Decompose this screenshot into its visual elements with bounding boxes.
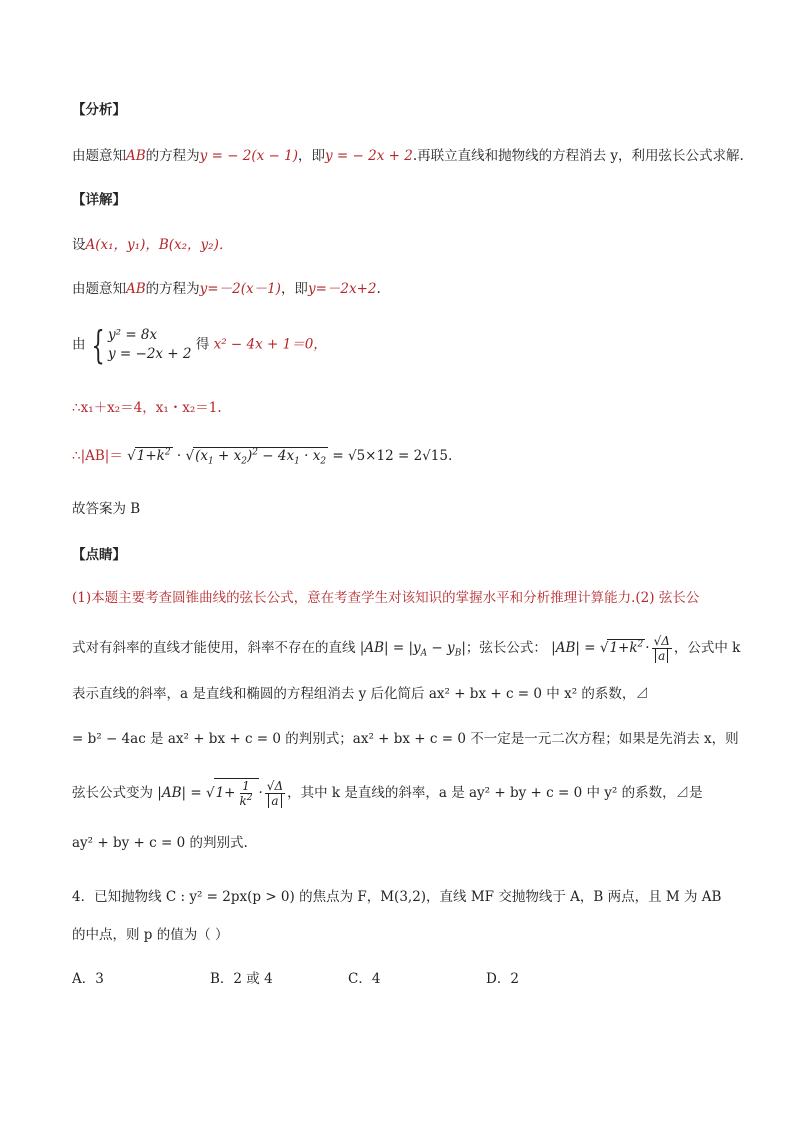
comment-paragraph-6: ay² + by + c = 0 的判别式. xyxy=(72,835,248,851)
detail-line2-d: . xyxy=(376,281,381,297)
sqrt-discriminant: $√(x_1 + x_2)^2 - 4x_1 \cdot x_2$ xyxy=(185,447,327,467)
option-a[interactable]: A．3 xyxy=(72,971,104,987)
system-eq-top: y² = 8x xyxy=(107,327,158,343)
option-d[interactable]: D．2 xyxy=(486,971,519,987)
system-get: 得 xyxy=(195,336,210,353)
analysis-ab: AB xyxy=(126,148,146,164)
detail-set-line xyxy=(72,235,232,255)
comment-paragraph-1: (1)本题主要考查圆锥曲线的弦长公式，意在考查学生对该知识的掌握水平和分析推理计算能力.(2) 弦长公 xyxy=(72,590,700,606)
detail-points: A(x₁，y₁)，B(x₂，y₂)． xyxy=(85,237,233,253)
comment-p2-d: ，公式中 k xyxy=(673,640,741,656)
analysis-text-1: 由题意知 xyxy=(72,148,126,164)
detail-line2-eq2: y=－2x+2 xyxy=(307,281,377,297)
brace-icon: { xyxy=(91,323,105,367)
comment-p5-a: 弦长公式变为 xyxy=(72,785,153,801)
detail-heading: 【详解】 xyxy=(72,192,126,208)
sqrt-1-plus-k2: $√1+k^2$ xyxy=(127,447,171,464)
detail-line2-a: 由题意知 xyxy=(72,281,126,297)
detail-line2-ab: AB xyxy=(126,281,146,297)
analysis-text-4: .再联立直线和抛物线的方程消去 y，利用弦长公式求解. xyxy=(412,148,744,164)
comment-paragraph-5 xyxy=(72,778,703,808)
comment-p2-b: $|AB| = |y_A - y_B|$ xyxy=(359,640,466,659)
comment-p2-a: 式对有斜率的直线才能使用，斜率不存在的直线 xyxy=(72,640,356,656)
detail-line2-c: ，即 xyxy=(280,281,308,297)
analysis-text-3: ，即 xyxy=(298,148,326,164)
analysis-heading: 【分析】 xyxy=(72,102,126,118)
analysis-eq-1: y = − 2(x − 1) xyxy=(199,148,299,164)
analysis-eq-2: y = − 2x + 2 xyxy=(325,148,413,164)
question-4-line-1: 4．已知抛物线 C : y² = 2px(p > 0) 的焦点为 F，M(3,2)，直线 MF 交抛物线于 A，B 两点，且 M 为 AB xyxy=(72,889,722,905)
comment-paragraph-2 xyxy=(72,634,740,663)
comment-paragraph-4: = b² − 4ac 是 ax² + bx + c = 0 的判别式；ax² + bx + c = 0 不一定是一元二次方程；如果是先消去 x，则 xyxy=(72,731,739,747)
system-line xyxy=(72,323,327,367)
dot-operator: · xyxy=(176,448,182,464)
comment-p5-b: ，其中 k 是直线的斜率，a 是 ay² + by + c = 0 中 y² 的系数，⊿是 xyxy=(287,785,703,801)
system-prefix: 由 xyxy=(72,336,86,353)
system-result: x² − 4x + 1＝0， xyxy=(213,336,327,353)
detail-line2-b: 的方程为 xyxy=(145,281,200,297)
therefore-1: ∴x₁＋x₂＝4，x₁・x₂＝1. xyxy=(72,400,222,416)
comment-paragraph-3: 表示直线的斜率，a 是直线和椭圆的方程组消去 y 后化简后 ax² + bx + c = 0 中 x² 的系数，⊿ xyxy=(72,686,649,702)
therefore-2-prefix: ∴|AB|＝ xyxy=(72,448,123,464)
detail-set-label: 设 xyxy=(72,237,86,253)
comment-heading: 【点睛】 xyxy=(72,547,126,563)
chord-formula-y: |AB| = √1+ $\frac{1}{k^2}$ · $\frac{√\Delta}{a}$ xyxy=(157,779,284,808)
therefore-2 xyxy=(72,446,452,466)
option-c[interactable]: C．4 xyxy=(348,971,381,987)
detail-line-2 xyxy=(72,279,381,299)
option-b[interactable]: B．2 或 4 xyxy=(210,971,273,987)
detail-line2-eq1: y=－2(x－1) xyxy=(199,281,281,297)
therefore-2-mid: = √5×12 = 2√15 xyxy=(332,448,448,464)
equation-system xyxy=(90,323,192,367)
analysis-paragraph xyxy=(72,146,744,166)
therefore-2-end: . xyxy=(447,448,453,464)
answer-line: 故答案为 B xyxy=(72,501,141,517)
system-eq-bottom: y = −2x + 2 xyxy=(107,346,192,362)
comment-p2-c: ；弦长公式： xyxy=(465,640,547,656)
question-4-line-2: 的中点，则 p 的值为（ ） xyxy=(72,927,229,943)
chord-formula: $|AB| = √1+k^2$ · $\frac{√\Delta}{a}$ xyxy=(551,634,670,663)
analysis-text-2: 的方程为 xyxy=(145,148,200,164)
